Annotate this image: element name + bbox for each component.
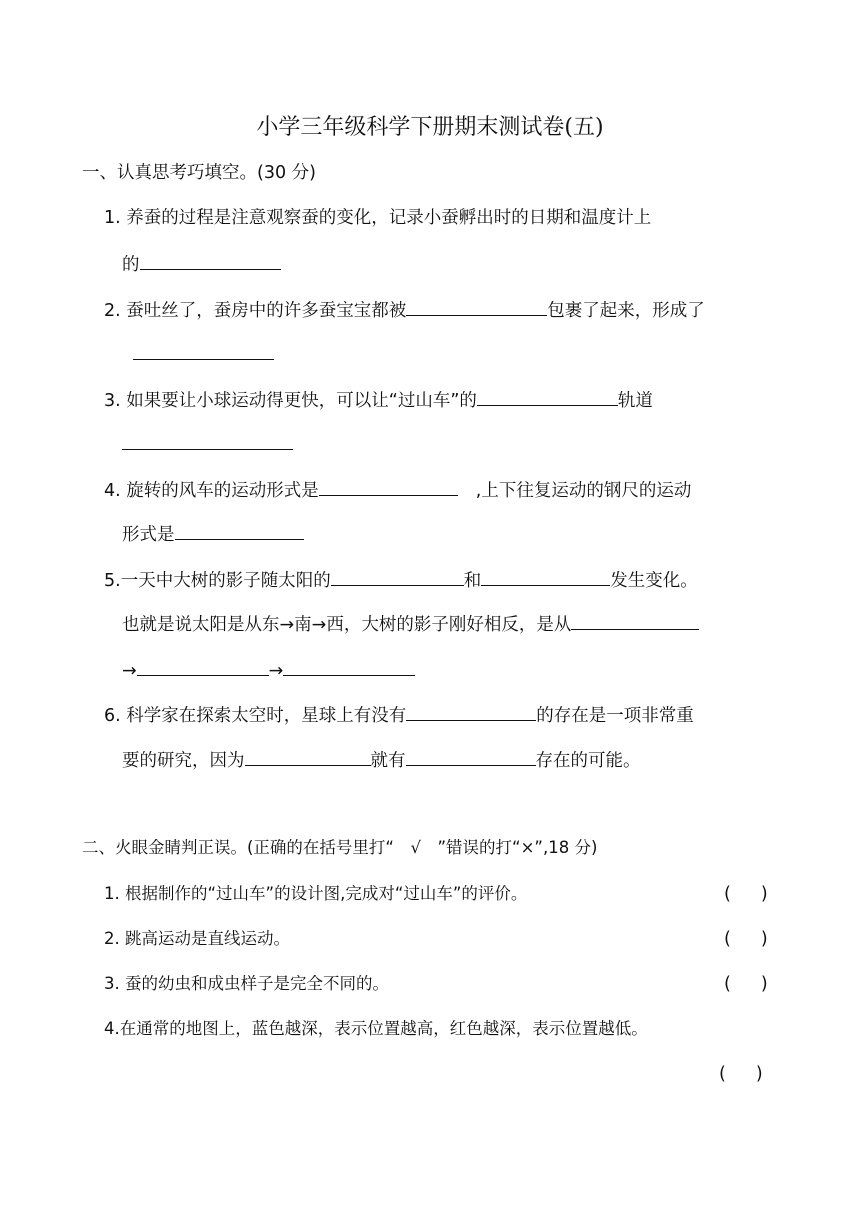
q6-text: 6. 科学家在探索太空时，星球上有没有 bbox=[104, 706, 407, 726]
answer-blank[interactable] bbox=[571, 610, 699, 630]
q6-line1 bbox=[104, 701, 694, 728]
q2-line2 bbox=[133, 340, 274, 367]
q6-text-e: 存在的可能。 bbox=[535, 751, 641, 771]
answer-blank[interactable] bbox=[140, 250, 281, 270]
q4-text-c: 形式是 bbox=[122, 525, 175, 545]
q6-line2 bbox=[122, 746, 641, 773]
answer-blank[interactable] bbox=[481, 566, 610, 586]
q4-text: 4. 旋转的风车的运动形式是 bbox=[104, 481, 319, 501]
judge-item-4: 4.在通常的地图上，蓝色越深，表示位置越高，红色越深，表示位置越低。 bbox=[104, 1019, 648, 1038]
judge-item-2: 2. 跳高运动是直线运动。 bbox=[104, 929, 290, 948]
q2-text: 2. 蚕吐丝了，蚕房中的许多蚕宝宝都被 bbox=[104, 301, 407, 321]
q4-line2 bbox=[122, 520, 304, 547]
q4-line1 bbox=[104, 476, 691, 503]
q5-line2 bbox=[122, 610, 699, 637]
q5-line3 bbox=[122, 656, 415, 683]
answer-blank[interactable] bbox=[406, 701, 536, 721]
q5-text: 5.一天中大树的影子随太阳的 bbox=[104, 571, 331, 591]
q2-line1 bbox=[104, 296, 705, 323]
answer-parens[interactable]: ( ) bbox=[724, 929, 768, 949]
answer-blank[interactable] bbox=[122, 430, 293, 450]
q5-text-d: 也就是说太阳是从东→南→西，大树的影子刚好相反，是从 bbox=[122, 615, 572, 635]
answer-blank[interactable] bbox=[331, 566, 464, 586]
judge-item-3: 3. 蚕的幼虫和成虫样子是完全不同的。 bbox=[104, 974, 389, 993]
q6-text-d: 就有 bbox=[370, 751, 406, 771]
q3-text: 3. 如果要让小球运动得更快，可以让“过山车”的 bbox=[104, 391, 477, 411]
q3-text-b: 轨道 bbox=[617, 391, 653, 411]
q5-text-c: 发生变化。 bbox=[610, 571, 698, 591]
q3-line2 bbox=[122, 430, 293, 457]
answer-parens[interactable]: ( ) bbox=[724, 884, 768, 904]
arrow: → bbox=[122, 661, 137, 681]
q1-text-b: 的 bbox=[122, 255, 140, 275]
answer-blank[interactable] bbox=[175, 520, 304, 540]
q5-text-b: 和 bbox=[463, 571, 482, 591]
answer-blank[interactable] bbox=[245, 746, 371, 766]
judge-item-1: 1. 根据制作的“过山车”的设计图,完成对“过山车”的评价。 bbox=[104, 884, 528, 903]
q1-text: 1. 养蚕的过程是注意观察蚕的变化，记录小蚕孵出时的日期和温度计上 bbox=[104, 208, 652, 228]
answer-blank[interactable] bbox=[406, 746, 536, 766]
q1-line2 bbox=[122, 250, 281, 277]
q6-text-c: 要的研究，因为 bbox=[122, 751, 245, 771]
answer-blank[interactable] bbox=[137, 656, 269, 676]
q6-text-b: 的存在是一项非常重 bbox=[536, 706, 694, 726]
page-title: 小学三年级科学下册期末测试卷(五) bbox=[256, 115, 604, 140]
q2-text-b: 包裹了起来，形成了 bbox=[547, 301, 705, 321]
section1-heading: 一、认真思考巧填空。(30 分) bbox=[82, 163, 316, 183]
answer-blank[interactable] bbox=[283, 656, 415, 676]
answer-blank[interactable] bbox=[406, 296, 547, 316]
q1-line1 bbox=[104, 206, 651, 230]
answer-blank[interactable] bbox=[133, 340, 274, 360]
arrow: → bbox=[268, 661, 284, 681]
answer-blank[interactable] bbox=[477, 386, 618, 406]
q4-text-b: ,上下往复运动的钢尺的运动 bbox=[475, 481, 692, 501]
q5-line1 bbox=[104, 566, 698, 593]
answer-parens[interactable]: ( ) bbox=[724, 974, 768, 994]
answer-blank[interactable] bbox=[319, 476, 458, 496]
section2-heading: 二、火眼金睛判正误。(正确的在括号里打“ √ ”错误的打“×”,18 分) bbox=[82, 838, 598, 857]
q3-line1 bbox=[104, 386, 653, 413]
answer-parens[interactable]: ( ) bbox=[719, 1064, 763, 1084]
